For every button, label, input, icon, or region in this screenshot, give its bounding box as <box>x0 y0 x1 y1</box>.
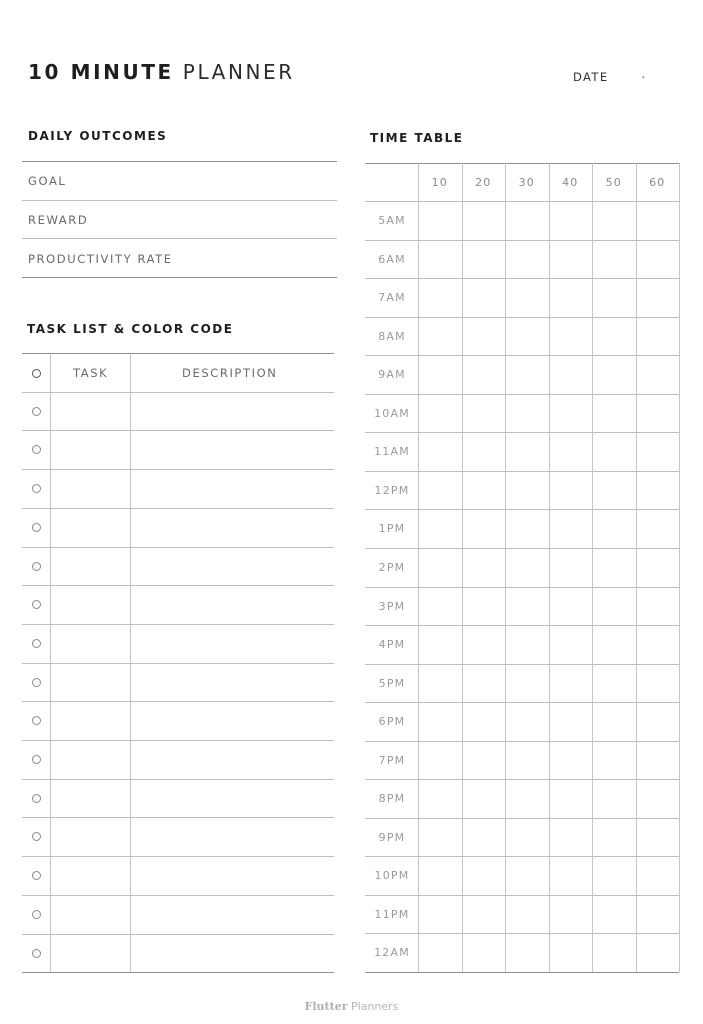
reward-line[interactable] <box>22 238 337 239</box>
time-table-column-divider <box>418 163 419 972</box>
description-cell[interactable] <box>132 624 332 661</box>
time-slot-cell[interactable] <box>593 318 635 355</box>
time-slot-cell[interactable] <box>419 819 461 856</box>
time-slot-cell[interactable] <box>506 742 548 779</box>
time-table-top-rule <box>365 163 679 164</box>
task-checkbox-circle[interactable] <box>32 445 41 454</box>
time-slot-cell[interactable] <box>550 665 592 702</box>
time-slot-cell[interactable] <box>593 703 635 740</box>
time-slot-cell[interactable] <box>550 896 592 933</box>
time-slot-cell[interactable] <box>506 472 548 509</box>
time-slot-cell[interactable] <box>593 472 635 509</box>
time-table-column-divider <box>505 163 506 972</box>
time-slot-cell[interactable] <box>506 433 548 470</box>
description-cell[interactable] <box>132 392 332 429</box>
time-slot-cell[interactable] <box>593 433 635 470</box>
time-slot-cell[interactable] <box>419 703 461 740</box>
description-cell[interactable] <box>132 508 332 545</box>
task-cell[interactable] <box>52 740 128 777</box>
description-cell[interactable] <box>132 740 332 777</box>
time-slot-cell[interactable] <box>463 279 505 316</box>
time-row-rule <box>365 972 679 973</box>
time-slot-cell[interactable] <box>463 703 505 740</box>
date-label: DATE <box>573 70 609 84</box>
task-cell[interactable] <box>52 895 128 932</box>
time-slot-cell[interactable] <box>463 780 505 817</box>
time-slot-cell[interactable] <box>637 934 679 971</box>
time-slot-cell[interactable] <box>506 395 548 432</box>
time-slot-cell[interactable] <box>463 896 505 933</box>
hour-label: 12PM <box>374 483 410 497</box>
time-slot-cell[interactable] <box>550 241 592 278</box>
time-slot-cell[interactable] <box>550 588 592 625</box>
description-cell[interactable] <box>132 779 332 816</box>
task-cell[interactable] <box>52 624 128 661</box>
time-table-column-divider <box>549 163 550 972</box>
hour-label: 6AM <box>378 252 406 266</box>
description-cell[interactable] <box>132 895 332 932</box>
time-slot-cell[interactable] <box>593 819 635 856</box>
time-slot-cell[interactable] <box>637 241 679 278</box>
time-slot-cell[interactable] <box>463 665 505 702</box>
time-slot-cell[interactable] <box>550 819 592 856</box>
time-slot-cell[interactable] <box>419 202 461 239</box>
time-slot-cell[interactable] <box>419 510 461 547</box>
minute-column-header: 30 <box>518 176 535 189</box>
time-slot-cell[interactable] <box>506 279 548 316</box>
daily-outcomes-heading: DAILY OUTCOMES <box>28 129 168 143</box>
minute-column-header: 60 <box>649 176 666 189</box>
description-cell[interactable] <box>132 817 332 854</box>
hour-label: 9PM <box>378 830 406 844</box>
time-slot-cell[interactable] <box>593 241 635 278</box>
description-cell[interactable] <box>132 547 332 584</box>
description-cell[interactable] <box>132 663 332 700</box>
time-slot-cell[interactable] <box>637 472 679 509</box>
task-cell[interactable] <box>52 392 128 429</box>
time-slot-cell[interactable] <box>419 896 461 933</box>
time-slot-cell[interactable] <box>593 742 635 779</box>
time-slot-cell[interactable] <box>463 549 505 586</box>
task-row-rule <box>22 972 334 973</box>
time-slot-cell[interactable] <box>593 665 635 702</box>
time-slot-cell[interactable] <box>550 318 592 355</box>
time-slot-cell[interactable] <box>419 934 461 971</box>
time-slot-cell[interactable] <box>637 896 679 933</box>
time-slot-cell[interactable] <box>593 896 635 933</box>
outcomes-top-rule <box>22 161 337 162</box>
hour-label: 3PM <box>378 599 406 613</box>
planner-title <box>28 60 295 84</box>
time-slot-cell[interactable] <box>637 356 679 393</box>
reward-label: REWARD <box>28 213 89 227</box>
time-slot-cell[interactable] <box>550 742 592 779</box>
minute-column-header: 40 <box>562 176 579 189</box>
task-checkbox-circle[interactable] <box>32 755 41 764</box>
time-slot-cell[interactable] <box>550 202 592 239</box>
task-checkbox-circle[interactable] <box>32 910 41 919</box>
task-cell[interactable] <box>52 508 128 545</box>
time-slot-cell[interactable] <box>506 241 548 278</box>
task-checkbox-circle[interactable] <box>32 523 41 532</box>
time-slot-cell[interactable] <box>637 395 679 432</box>
task-table-top-rule <box>22 353 334 354</box>
time-slot-cell[interactable] <box>637 510 679 547</box>
description-cell[interactable] <box>132 469 332 506</box>
description-cell[interactable] <box>132 585 332 622</box>
hour-label: 2PM <box>378 561 406 574</box>
time-slot-cell[interactable] <box>550 395 592 432</box>
hour-label: 12AM <box>374 946 410 960</box>
task-checkbox-circle[interactable] <box>32 716 41 725</box>
time-slot-cell[interactable] <box>593 356 635 393</box>
time-slot-cell[interactable] <box>550 472 592 509</box>
time-slot-cell[interactable] <box>550 857 592 894</box>
hour-label: 1PM <box>378 522 406 536</box>
time-slot-cell[interactable] <box>463 510 505 547</box>
time-slot-cell[interactable] <box>550 934 592 971</box>
task-cell[interactable] <box>52 585 128 622</box>
date-field[interactable]: . <box>641 66 646 82</box>
time-slot-cell[interactable] <box>419 626 461 663</box>
time-slot-cell[interactable] <box>463 395 505 432</box>
time-table-column-divider <box>592 163 593 972</box>
time-slot-cell[interactable] <box>506 510 548 547</box>
task-checkbox-circle[interactable] <box>32 562 41 571</box>
time-slot-cell[interactable] <box>463 588 505 625</box>
task-checkbox-circle[interactable] <box>32 794 41 803</box>
time-slot-cell[interactable] <box>550 549 592 586</box>
time-slot-cell[interactable] <box>463 626 505 663</box>
time-slot-cell[interactable] <box>419 318 461 355</box>
task-cell[interactable] <box>52 817 128 854</box>
goal-line[interactable] <box>22 200 337 201</box>
time-slot-cell[interactable] <box>506 819 548 856</box>
time-slot-cell[interactable] <box>593 588 635 625</box>
time-slot-cell[interactable] <box>593 934 635 971</box>
time-slot-cell[interactable] <box>419 472 461 509</box>
time-slot-cell[interactable] <box>506 665 548 702</box>
goal-label: GOAL <box>28 174 67 188</box>
productivity-rate-line[interactable] <box>22 277 337 278</box>
task-checkbox-circle[interactable] <box>32 949 41 958</box>
time-slot-cell[interactable] <box>637 665 679 702</box>
time-slot-cell[interactable] <box>419 433 461 470</box>
task-table-column-divider <box>50 353 51 972</box>
time-slot-cell[interactable] <box>637 703 679 740</box>
time-slot-cell[interactable] <box>637 780 679 817</box>
time-slot-cell[interactable] <box>593 279 635 316</box>
task-checkbox-circle[interactable] <box>32 639 41 648</box>
time-table-column-divider <box>462 163 463 972</box>
time-slot-cell[interactable] <box>463 857 505 894</box>
time-slot-cell[interactable] <box>550 510 592 547</box>
time-slot-cell[interactable] <box>463 742 505 779</box>
task-cell[interactable] <box>52 779 128 816</box>
task-cell[interactable] <box>52 663 128 700</box>
hour-label: 10PM <box>374 869 410 883</box>
time-slot-cell[interactable] <box>593 202 635 239</box>
time-slot-cell[interactable] <box>593 626 635 663</box>
task-table-column-divider <box>130 353 131 972</box>
time-slot-cell[interactable] <box>593 780 635 817</box>
time-table-column-divider <box>636 163 637 972</box>
time-slot-cell[interactable] <box>637 279 679 316</box>
time-table-column-divider <box>679 163 680 972</box>
time-slot-cell[interactable] <box>637 742 679 779</box>
time-slot-cell[interactable] <box>637 318 679 355</box>
hour-label: 11AM <box>374 445 410 459</box>
task-cell[interactable] <box>52 934 128 971</box>
time-slot-cell[interactable] <box>506 356 548 393</box>
hour-label: 8AM <box>378 329 406 343</box>
hour-label: 9AM <box>378 368 406 382</box>
hour-label: 7PM <box>378 753 406 767</box>
hour-label: 8PM <box>378 792 406 806</box>
time-slot-cell[interactable] <box>463 356 505 393</box>
time-slot-cell[interactable] <box>463 472 505 509</box>
hour-label: 11PM <box>374 907 410 921</box>
task-checkbox-circle[interactable] <box>32 871 41 880</box>
time-slot-cell[interactable] <box>419 665 461 702</box>
time-table-heading: TIME TABLE <box>370 131 464 145</box>
time-slot-cell[interactable] <box>593 395 635 432</box>
task-cell[interactable] <box>52 469 128 506</box>
description-column-header: DESCRIPTION <box>182 366 278 380</box>
task-checkbox-circle[interactable] <box>32 600 41 609</box>
time-slot-cell[interactable] <box>419 279 461 316</box>
task-checkbox-circle[interactable] <box>32 484 41 493</box>
time-slot-cell[interactable] <box>506 318 548 355</box>
task-cell[interactable] <box>52 547 128 584</box>
time-slot-cell[interactable] <box>637 549 679 586</box>
time-slot-cell[interactable] <box>550 356 592 393</box>
minute-column-header: 50 <box>605 176 622 189</box>
footer-brand-name: Flutter <box>304 1000 348 1013</box>
time-slot-cell[interactable] <box>419 857 461 894</box>
task-cell[interactable] <box>52 430 128 467</box>
time-slot-cell[interactable] <box>419 780 461 817</box>
time-slot-cell[interactable] <box>637 433 679 470</box>
task-checkbox-circle[interactable] <box>32 678 41 687</box>
time-slot-cell[interactable] <box>550 433 592 470</box>
time-slot-cell[interactable] <box>506 780 548 817</box>
time-slot-cell[interactable] <box>506 703 548 740</box>
task-checkbox-circle[interactable] <box>32 832 41 841</box>
time-slot-cell[interactable] <box>637 626 679 663</box>
task-list-heading: TASK LIST & COLOR CODE <box>27 322 234 336</box>
time-slot-cell[interactable] <box>550 703 592 740</box>
task-cell[interactable] <box>52 701 128 738</box>
time-slot-cell[interactable] <box>506 202 548 239</box>
time-slot-cell[interactable] <box>419 395 461 432</box>
header-circle-icon <box>32 369 41 378</box>
time-slot-cell[interactable] <box>637 819 679 856</box>
time-slot-cell[interactable] <box>550 279 592 316</box>
time-slot-cell[interactable] <box>506 934 548 971</box>
productivity-rate-label: PRODUCTIVITY RATE <box>28 252 173 266</box>
time-slot-cell[interactable] <box>506 896 548 933</box>
description-cell[interactable] <box>132 701 332 738</box>
time-slot-cell[interactable] <box>550 780 592 817</box>
time-slot-cell[interactable] <box>593 510 635 547</box>
task-cell[interactable] <box>52 856 128 893</box>
time-slot-cell[interactable] <box>506 626 548 663</box>
title-light: PLANNER <box>182 60 295 84</box>
time-slot-cell[interactable] <box>637 857 679 894</box>
time-slot-cell[interactable] <box>419 549 461 586</box>
hour-label: 5PM <box>378 676 406 690</box>
hour-label: 6PM <box>378 715 406 729</box>
minute-column-header: 10 <box>431 176 448 189</box>
time-slot-cell[interactable] <box>419 588 461 625</box>
time-slot-cell[interactable] <box>637 202 679 239</box>
time-slot-cell[interactable] <box>419 742 461 779</box>
minute-column-header: 20 <box>475 176 492 189</box>
task-column-header: TASK <box>73 366 109 380</box>
description-cell[interactable] <box>132 856 332 893</box>
time-slot-cell[interactable] <box>463 318 505 355</box>
time-slot-cell[interactable] <box>593 549 635 586</box>
description-cell[interactable] <box>132 430 332 467</box>
time-slot-cell[interactable] <box>593 857 635 894</box>
time-slot-cell[interactable] <box>506 857 548 894</box>
time-slot-cell[interactable] <box>463 433 505 470</box>
hour-label: 5AM <box>378 214 406 227</box>
task-checkbox-circle[interactable] <box>32 407 41 416</box>
time-slot-cell[interactable] <box>463 202 505 239</box>
hour-label: 7AM <box>378 291 406 305</box>
hour-label: 4PM <box>378 638 406 651</box>
time-slot-cell[interactable] <box>637 588 679 625</box>
time-slot-cell[interactable] <box>506 549 548 586</box>
time-slot-cell[interactable] <box>419 241 461 278</box>
time-slot-cell[interactable] <box>419 356 461 393</box>
time-slot-cell[interactable] <box>463 934 505 971</box>
footer-brand <box>0 1000 703 1013</box>
time-slot-cell[interactable] <box>506 588 548 625</box>
time-slot-cell[interactable] <box>463 819 505 856</box>
title-bold: 10 MINUTE <box>28 60 174 84</box>
time-slot-cell[interactable] <box>463 241 505 278</box>
description-cell[interactable] <box>132 934 332 971</box>
hour-label: 10AM <box>374 406 410 420</box>
footer-brand-suffix: Planners <box>351 1000 399 1013</box>
time-slot-cell[interactable] <box>550 626 592 663</box>
